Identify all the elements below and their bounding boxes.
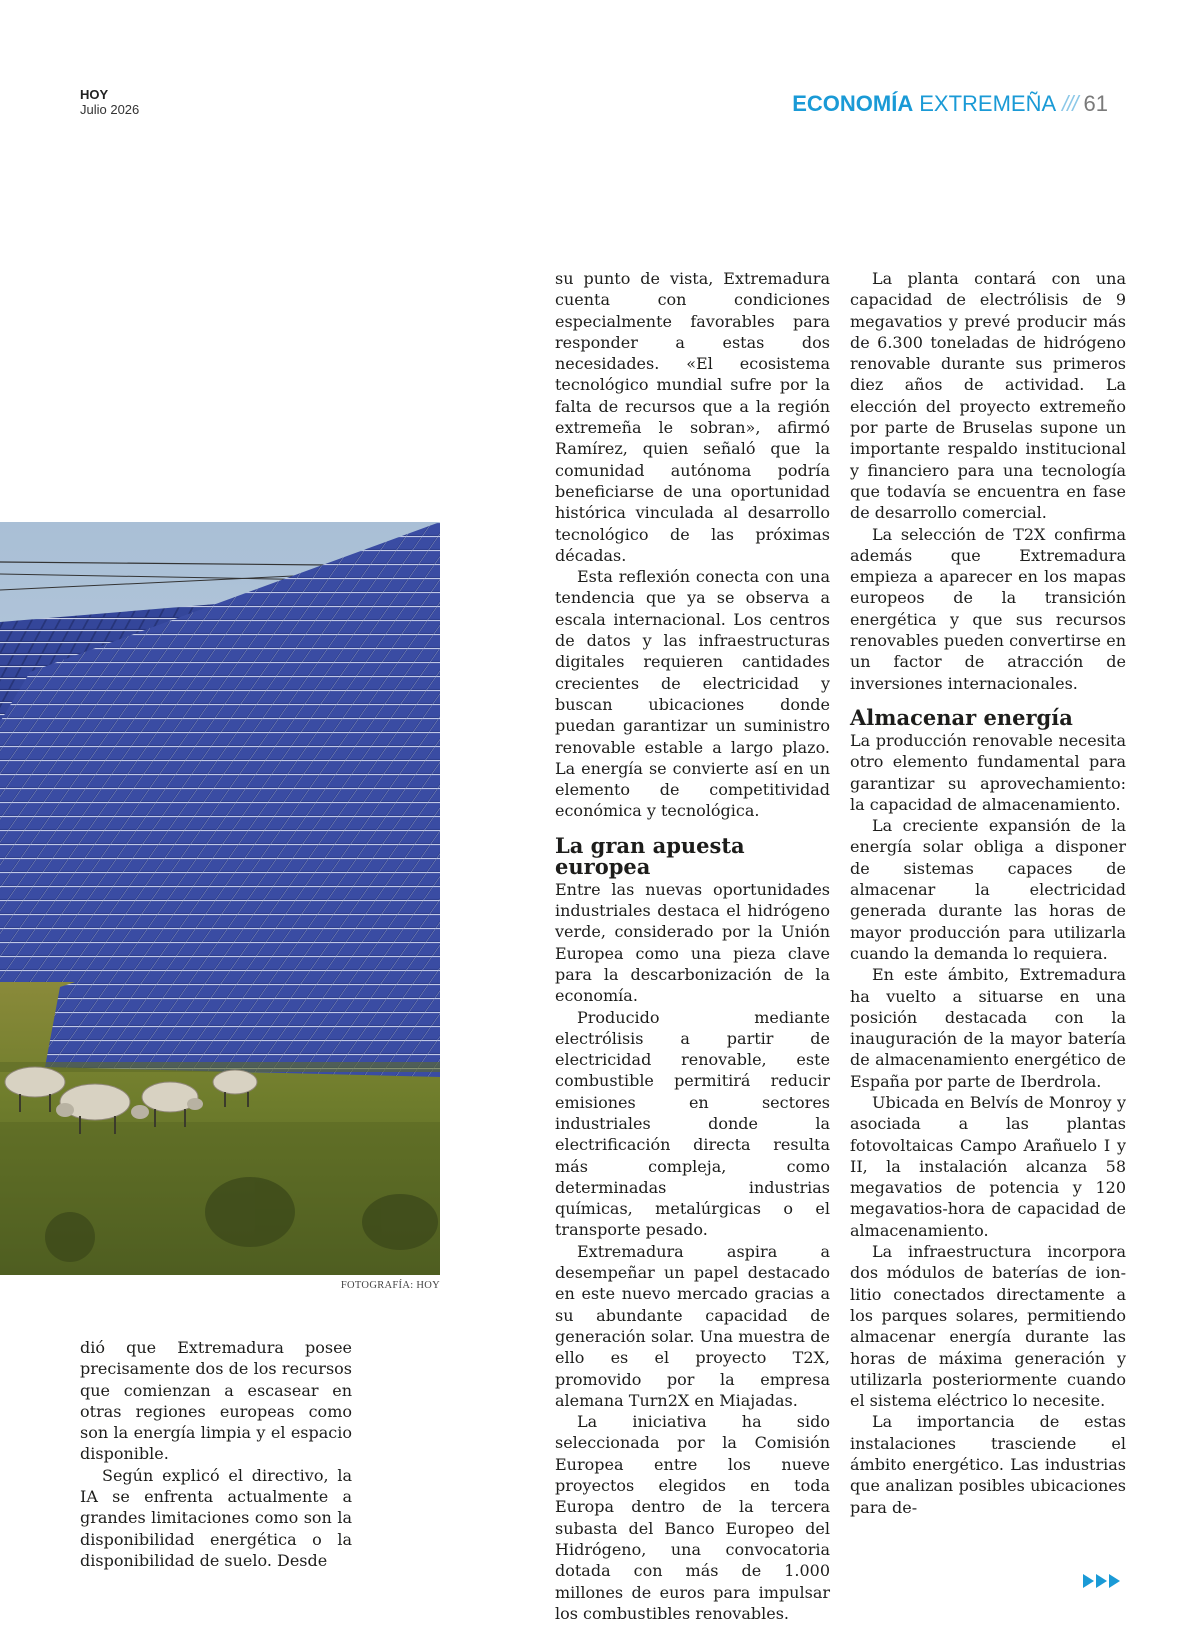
section-separator: ///: [1062, 91, 1078, 116]
paragraph: En este ámbito, Extremadura ha vuelto a situarse en una posición destacada con la inauguración de la mayor batería de almacenamiento energético de España por parte de Iberdrola.: [850, 965, 1126, 1091]
subheading: La gran apuesta europea: [555, 832, 745, 879]
photo-credit: FOTOGRAFÍA: HOY: [340, 1280, 440, 1291]
publication-header: [80, 87, 139, 117]
section-title-light: EXTREMEÑA: [919, 91, 1057, 116]
article-column-1: [80, 1337, 352, 1571]
paragraph: La producción renovable necesita otro elemento fundamental para garantizar su aprovechamiento: la capacidad de almacenamiento.: [850, 730, 1126, 814]
publication-name: HOY: [80, 87, 109, 102]
subheading: Almacenar energía: [850, 704, 1073, 730]
page-number: 61: [1083, 91, 1108, 116]
paragraph: Según explicó el directivo, la IA se enfrenta actualmente a grandes limitaciones como son la disponibilidad energética o la disponibilidad de suelo. Desde: [80, 1465, 352, 1570]
paragraph: Ubicada en Belvís de Monroy y asociada a las plantas fotovoltaicas Campo Arañuelo I y II, la instalación alcanza 58 megavatios de potencia y 120 megavatios-hora de capacidad de almacenamiento.: [850, 1092, 1126, 1240]
article-column-2: [555, 268, 830, 1624]
paragraph: su punto de vista, Extremadura cuenta con condiciones especialmente favorables para responder a estas dos necesidades. «El ecosistema tecnológico mundial sufre por la falta de recursos que a la región extremeña le sobran», afirmó Ramírez, quien señaló que la comunidad autónoma podría beneficiarse de una oportunidad histórica vinculada al desarrollo tecnológico de las próximas décadas.: [555, 269, 830, 565]
section-title-bold: ECONOMÍA: [792, 91, 914, 116]
paragraph: Extremadura aspira a desempeñar un papel destacado en este nuevo mercado gracias a su abundante capacidad de generación solar. Una muestra de ello es el proyecto T2X, promovido por la empresa alemana Turn2X en Miajadas.: [555, 1241, 830, 1410]
publication-date: Julio 2026: [80, 102, 140, 117]
paragraph: Esta reflexión conecta con una tendencia que ya se observa a escala internacional. Los centros de datos y las infraestructuras digitales requieren cantidades crecientes de electricidad y buscan ubicaciones donde puedan garantizar un suministro renovable estable a largo plazo. La energía se convierte así en un elemento de competitividad económica y tecnológica.: [555, 567, 830, 821]
paragraph: La iniciativa ha sido seleccionada por la Comisión Europea entre los nueve proyectos elegidos en toda Europa dentro de la tercera subasta del Banco Europeo del Hidrógeno, una convocatoria dotada con más de 1.000 millones de euros para impulsar los combustibles renovables.: [555, 1412, 830, 1623]
section-header: [792, 90, 1108, 118]
paragraph: La infraestructura incorpora dos módulos de baterías de ion-litio conectados directamente a los parques solares, permitiendo almacenar energía durante las horas de máxima generación y utilizarla posteriormente cuando el sistema eléctrico lo necesite.: [850, 1242, 1126, 1411]
article-column-3: [850, 268, 1126, 1518]
paragraph: La creciente expansión de la energía solar obliga a disponer de sistemas capaces de almacenar la electricidad generada durante las horas de mayor producción para utilizarla cuando la demanda lo requiera.: [850, 816, 1126, 963]
paragraph: La selección de T2X confirma además que Extremadura empieza a aparecer en los mapas europeos de la transición energética y que sus recursos renovables pueden convertirse en un factor de atracción de inversiones internacionales.: [850, 524, 1126, 693]
solar-panels-photo: [0, 522, 440, 1275]
continue-arrows-icon: [1083, 1574, 1120, 1588]
paragraph: Producido mediante electrólisis a partir de electricidad renovable, este combustible permitirá reducir emisiones en sectores industriales donde la electrificación directa resulta más compleja, como determinadas industrias químicas, metalúrgicas o el transporte pesado.: [555, 1007, 830, 1240]
paragraph: dió que Extremadura posee precisamente dos de los recursos que comienzan a escasear en otras regiones europeas como son la energía limpia y el espacio disponible.: [80, 1338, 352, 1464]
paragraph: Entre las nuevas oportunidades industriales destaca el hidrógeno verde, considerado por la Unión Europea como una pieza clave para la descarbonización de la economía.: [555, 879, 830, 1006]
paragraph: La planta contará con una capacidad de electrólisis de 9 megavatios y prevé producir más de 6.300 toneladas de hidrógeno renovable durante sus primeros diez años de actividad. La elección del proyecto extremeño por parte de Bruselas supone un importante respaldo institucional y financiero para una tecnología que todavía se encuentra en fase de desarrollo comercial.: [850, 269, 1126, 523]
paragraph: La importancia de estas instalaciones trasciende el ámbito energético. Las industrias que analizan posibles ubicaciones para de-: [850, 1412, 1126, 1517]
